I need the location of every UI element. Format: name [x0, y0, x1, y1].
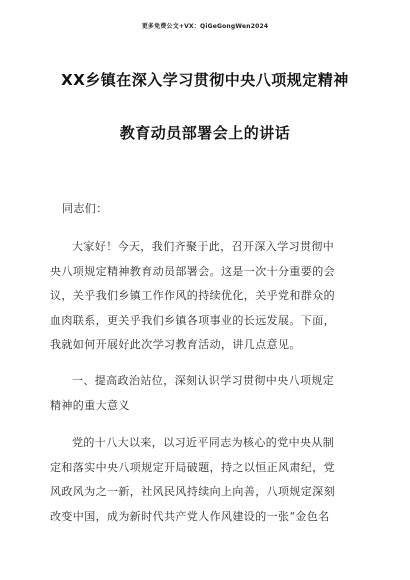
paragraph-line: 党的十八大以来，以习近平同志为核心的党中央从制 — [72, 436, 335, 449]
paragraph-line: 定和落实中央八项规定开局破题，持之以恒正风肃纪，党 — [50, 460, 335, 474]
document-title-line-2: 教育动员部署会上的讲话 — [119, 124, 291, 142]
document-title-line-1: XX乡镇在深入学习贯彻中央八项规定精神 — [61, 71, 349, 89]
section-heading-line: 精神的重大意义 — [50, 398, 130, 412]
section-heading-1 — [50, 369, 368, 418]
paragraph-line: 改变中国，成为新时代共产党人作风建设的一张“金色名 — [50, 509, 330, 523]
paragraph-line: 血肉联系，更关乎我们乡镇各项事业的长远发展。下面， — [50, 313, 335, 327]
paragraph-line: 议，关乎我们乡镇工作作风的持续优化，关乎党和群众的 — [50, 289, 335, 302]
paragraph-line: 我就如何开展好此次学习教育活动，讲几点意见。 — [50, 338, 301, 351]
paragraph-line: 风政风为之一新，社风民风持续向上向善，八项规定深刻 — [50, 485, 335, 498]
paragraph-background — [50, 431, 368, 529]
salutation: 同志们： — [62, 202, 108, 215]
paragraph-line: 大家好！今天，我们齐聚于此，召开深入学习贯彻中 — [72, 240, 335, 253]
header-note: 更多免费公文+VX：QiGeGongWen2024 — [141, 23, 269, 30]
paragraph-line: 央八项规定精神教育动员部署会。这是一次十分重要的会 — [50, 264, 335, 278]
paragraph-opening — [50, 235, 368, 358]
section-heading-line: 一、提高政治站位，深刻认识学习贯彻中央八项规定 — [72, 374, 335, 387]
